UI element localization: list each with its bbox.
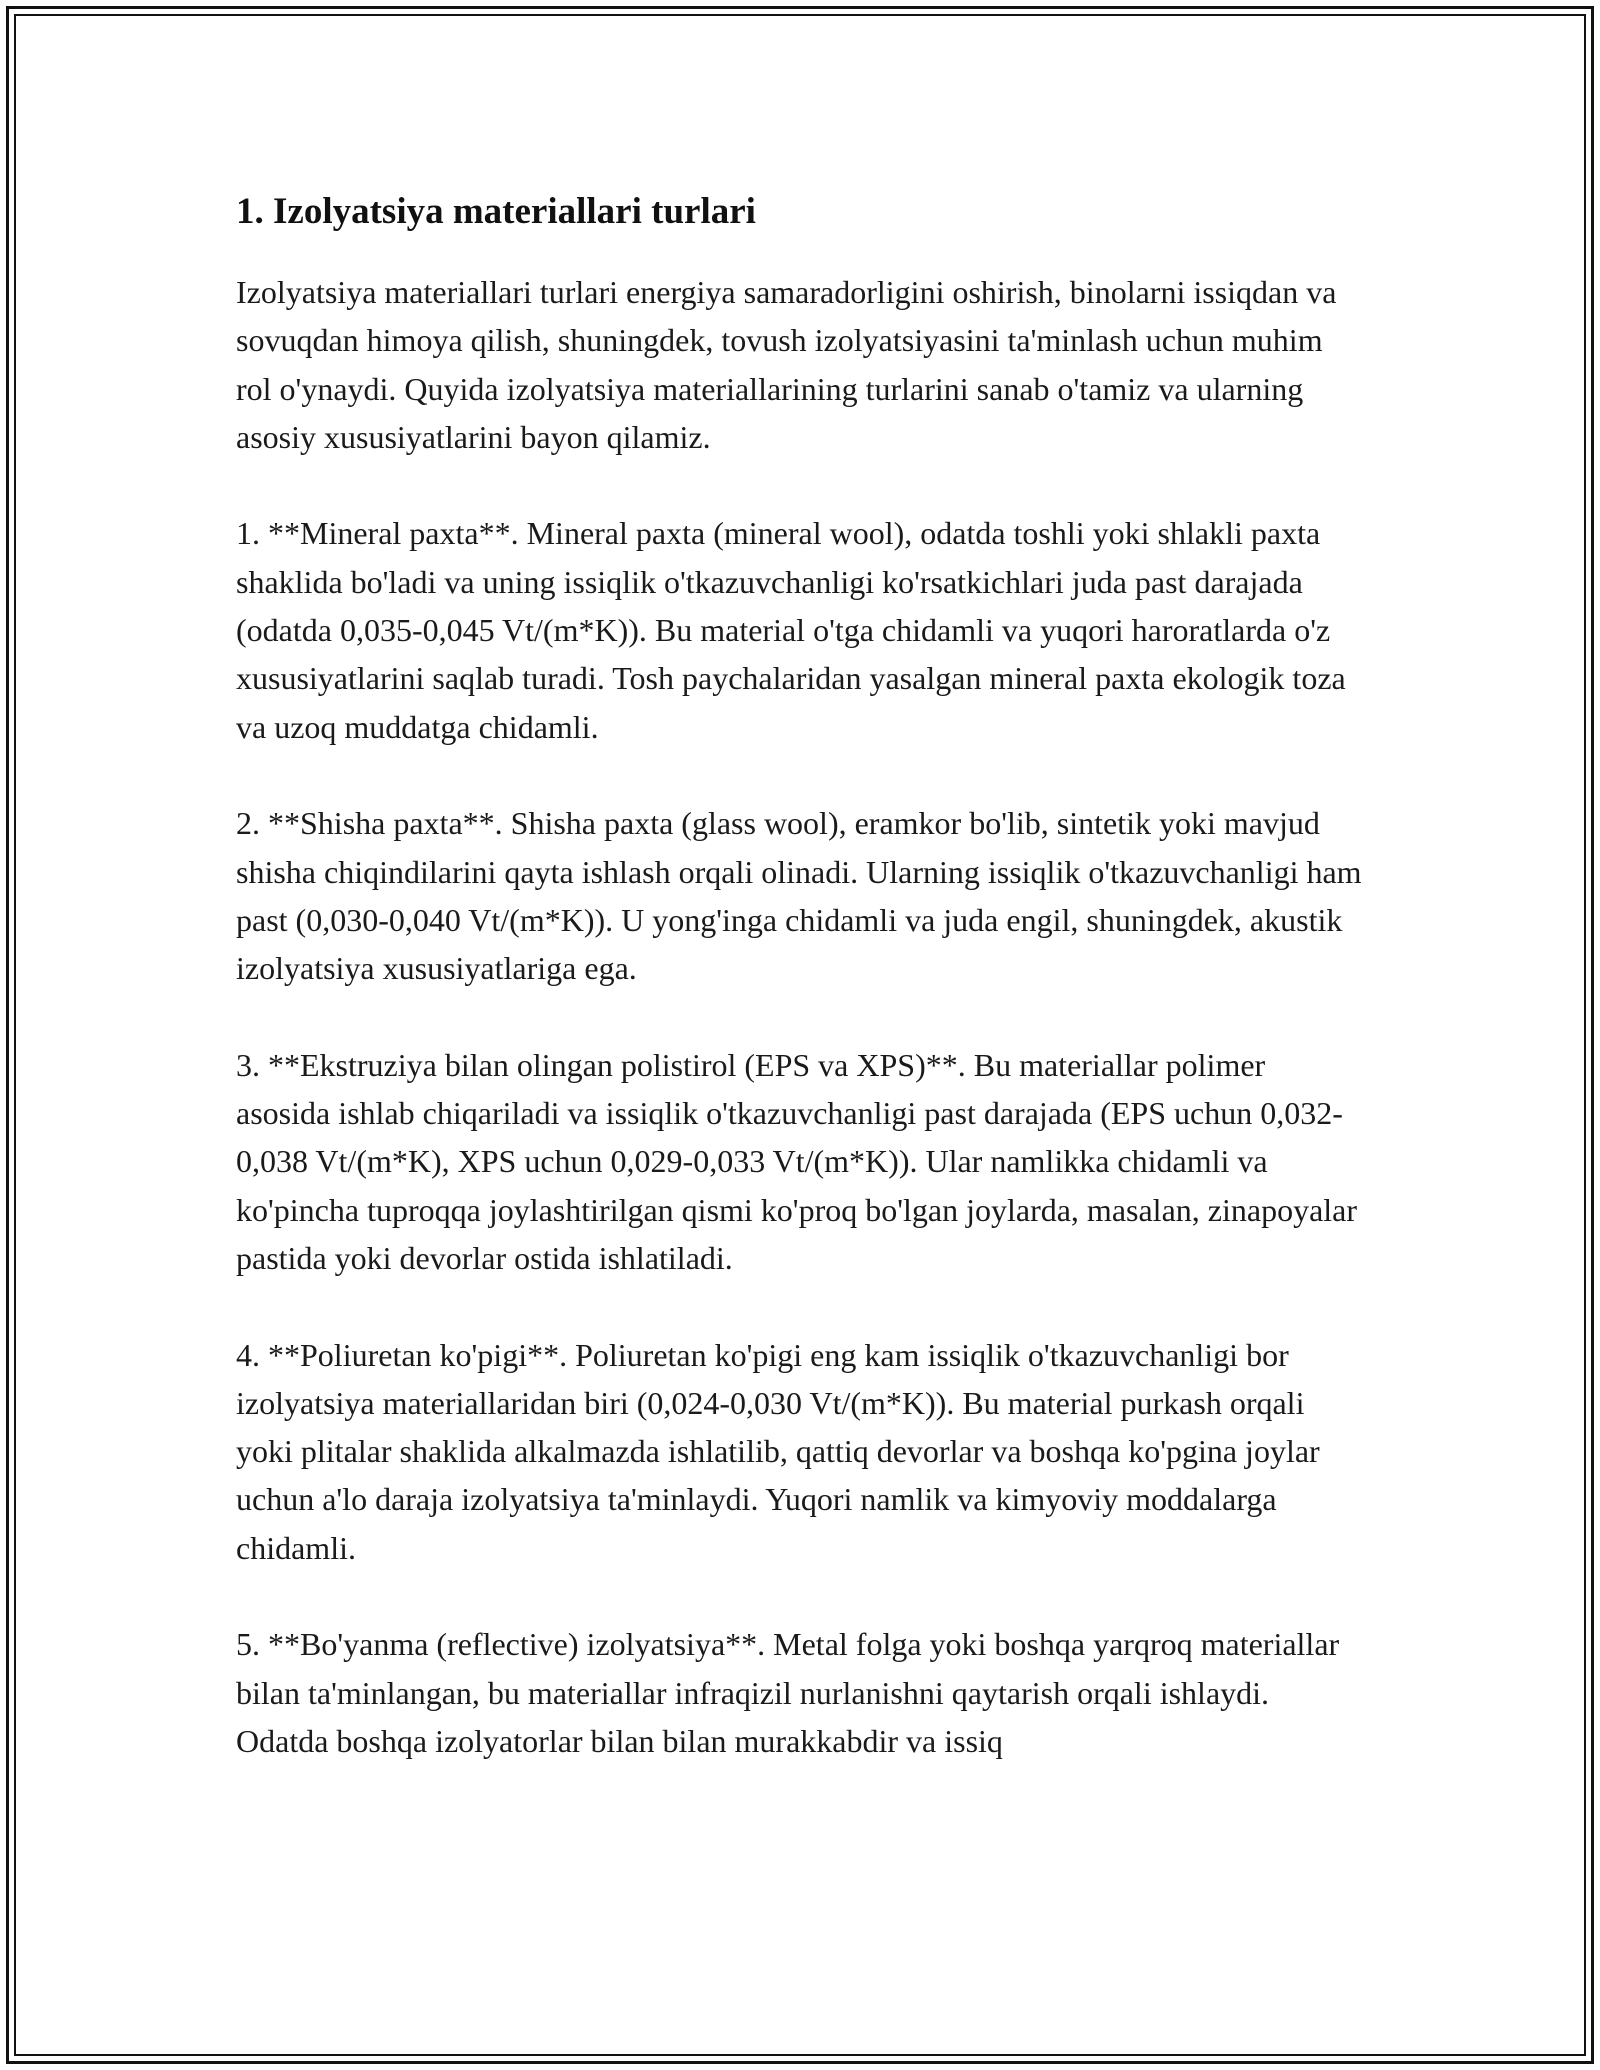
document-content — [236, 186, 1366, 1759]
paragraph-reflective-insulation: 5. **Bo'yanma (reflective) izolyatsiya**. Metal folga yoki boshqa yarqroq materiallar bilan ta'minlangan, bu materiallar infraqizil nurlanishni qaytarish orqali ishlaydi. Odatda boshqa izolyatorlar bilan bilan murakkabdir va issiq — [236, 1626, 1340, 1759]
paragraph-mineral-wool: 1. **Mineral paxta**. Mineral paxta (mineral wool), odatda toshli yoki shlakli paxta shaklida bo'ladi va uning issiqlik o'tkazuvchanligi ko'rsatkichlari juda past darajada (odatda 0,035-0,045 Vt/(m*K)). Bu material o'tga chidamli va yuqori haroratlarda o'z xususiyatlarini saqlab turadi. Tosh paychalaridan yasalgan mineral paxta ekologik toza va uzoq muddatga chidamli. — [236, 515, 1346, 745]
paragraph-list — [236, 268, 1366, 1814]
paragraph-glass-wool: 2. **Shisha paxta**. Shisha paxta (glass wool), eramkor bo'lib, sintetik yoki mavjud shisha chiqindilarini qayta ishlash orqali olinadi. Ularning issiqlik o'tkazuvchanligi ham past (0,030-0,040 Vt/(m*K)). U yong'inga chidamli va juda engil, shuningdek, akustik izolyatsiya xususiyatlariga ega. — [236, 805, 1362, 987]
paragraph-polyurethane-foam: 4. **Poliuretan ko'pigi**. Poliuretan ko'pigi eng kam issiqlik o'tkazuvchanligi bor izolyatsiya materiallaridan biri (0,024-0,030 Vt/(m*K)). Bu material purkash orqali yoki plitalar shaklida alkalmazda ishlatilib, qattiq devorlar va boshqa ko'pgina joylar uchun a'lo daraja izolyatsiya ta'minlaydi. Yuqori namlik va kimyoviy moddalarga chidamli. — [236, 1336, 1320, 1566]
paragraph-polystyrene: 3. **Ekstruziya bilan olingan polistirol (EPS va XPS)**. Bu materiallar polimer asosida ishlab chiqariladi va issiqlik o'tkazuvchanligi past darajada (EPS uchun 0,032-0,038 Vt/(m*K), XPS uchun 0,029-0,033 Vt/(m*K)). Ular namlikka chidamli va ko'pincha tuproqqa joylashtirilgan qismi ko'proq bo'lgan joylarda, masalan, zinapoyalar pastida yoki devorlar ostida ishlatiladi. — [236, 1046, 1358, 1276]
section-heading: 1. Izolyatsiya materiallari turlari — [236, 191, 756, 232]
intro-paragraph: Izolyatsiya materiallari turlari energiya samaradorligini oshirish, binolarni issiqdan va sovuqdan himoya qilish, shuningdek, tovush izolyatsiyasini ta'minlash uchun muhim rol o'ynaydi. Quyida izolyatsiya materiallarining turlarini sanab o'tamiz va ularning asosiy xususiyatlarini bayon qilamiz. — [236, 274, 1337, 455]
